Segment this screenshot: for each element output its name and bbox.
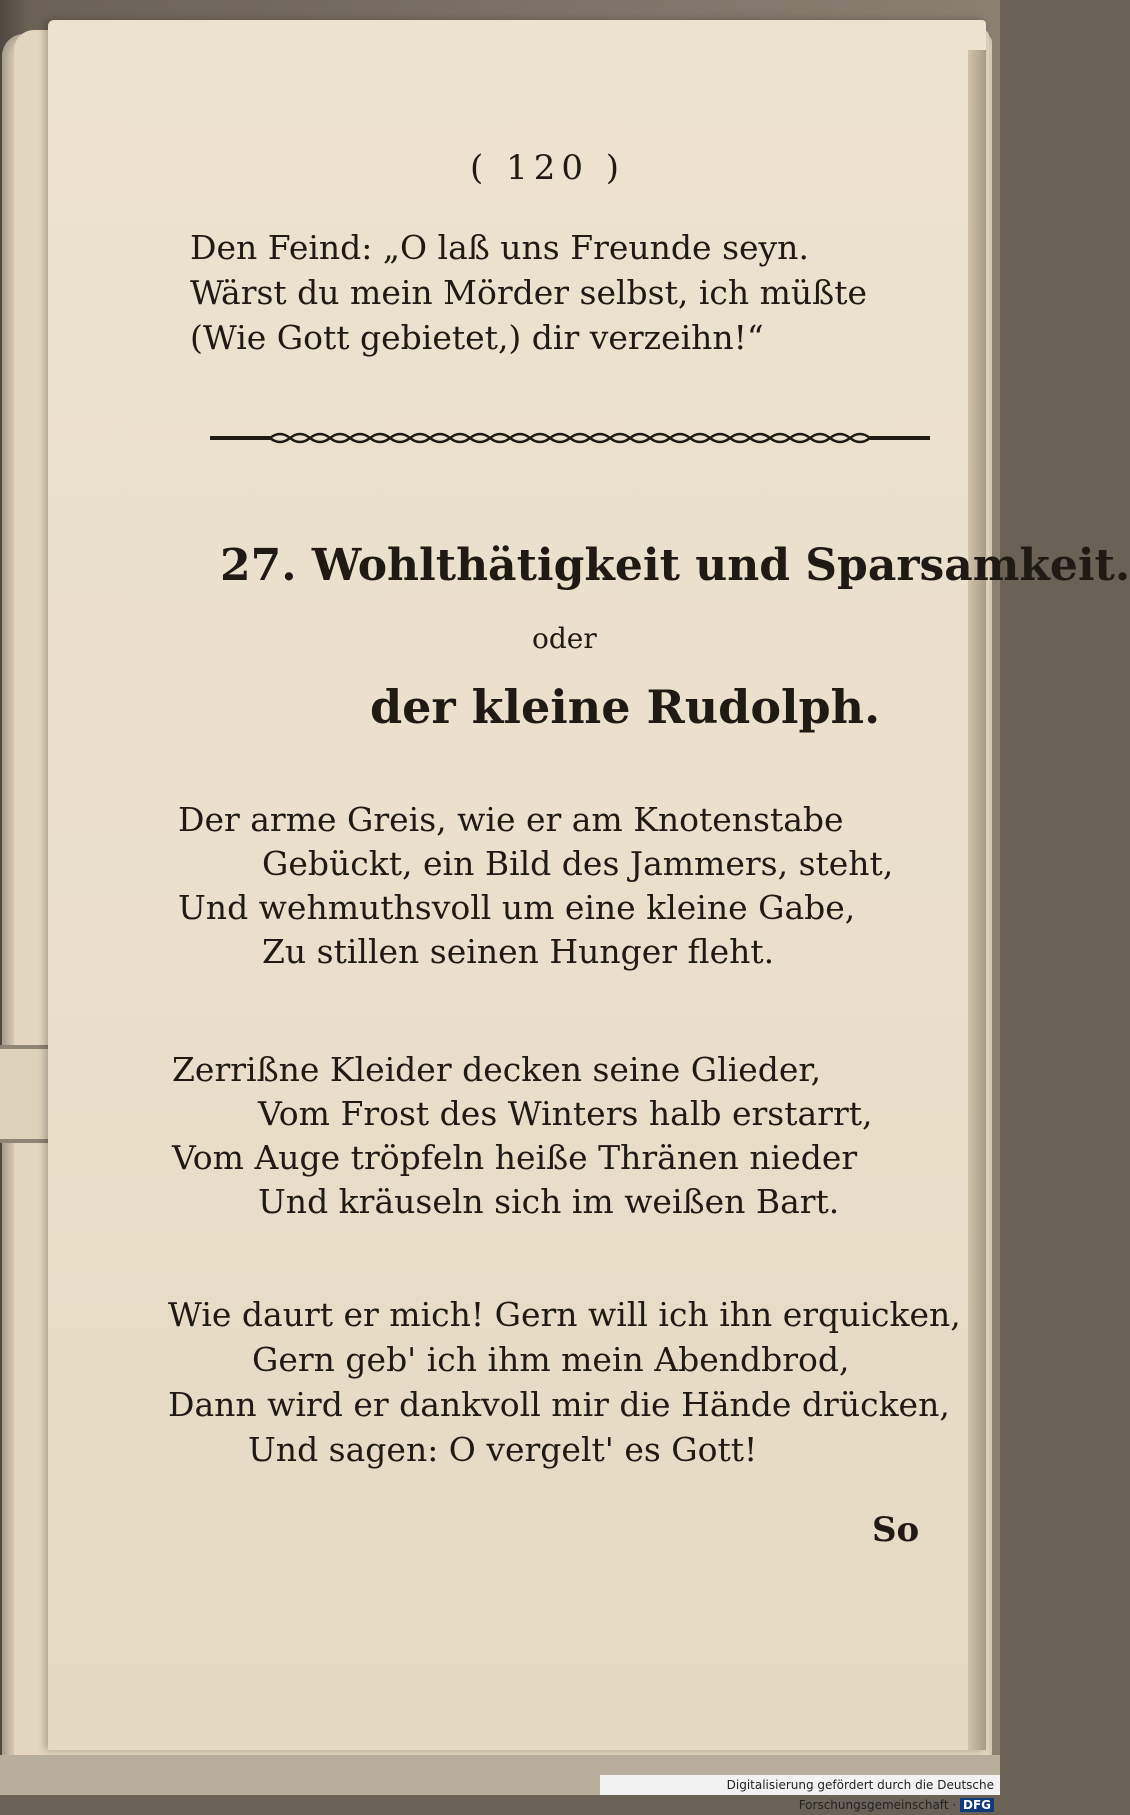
poem-line: (Wie Gott gebietet,) dir verzeihn!“ [190,318,764,357]
poem-line: Und kräuseln sich im weißen Bart. [258,1182,840,1221]
poem-line: Wärst du mein Mörder selbst, ich müßte [190,273,867,312]
poem-line: Zu stillen seinen Hunger fleht. [262,932,775,971]
credit-text: Digitalisierung gefördert durch die Deutsche Forschungsgemeinschaft · [726,1778,994,1812]
poem-line: Dann wird er dankvoll mir die Hände drücken, [168,1385,950,1424]
poem-line: Gebückt, ein Bild des Jammers, steht, [262,844,894,883]
poem-line: Wie daurt er mich! Gern will ich ihn erquicken, [168,1295,961,1334]
dfg-logo: DFG [960,1798,994,1812]
poem-line: Und wehmuthsvoll um eine kleine Gabe, [178,888,856,927]
title-conjunction: oder [532,622,597,655]
catchword: So [872,1510,920,1550]
digitization-credit [600,1775,1000,1812]
page-edge [968,50,986,1750]
poem-line: Zerrißne Kleider decken seine Glieder, [172,1050,822,1089]
ornamental-rule [210,426,930,450]
poem-line: Der arme Greis, wie er am Knotenstabe [178,800,844,839]
section-subtitle: der kleine Rudolph. [370,680,881,734]
poem-line: Gern geb' ich ihm mein Abendbrod, [252,1340,850,1379]
poem-line: Den Feind: „O laß uns Freunde seyn. [190,228,809,267]
poem-line: Vom Frost des Winters halb erstarrt, [258,1094,873,1133]
page-number: ( 120 ) [470,148,626,188]
poem-line: Vom Auge tröpfeln heiße Thränen nieder [172,1138,858,1177]
poem-line: Und sagen: O vergelt' es Gott! [248,1430,758,1469]
section-title: 27. Wohlthätigkeit und Sparsamkeit. [220,540,1130,591]
